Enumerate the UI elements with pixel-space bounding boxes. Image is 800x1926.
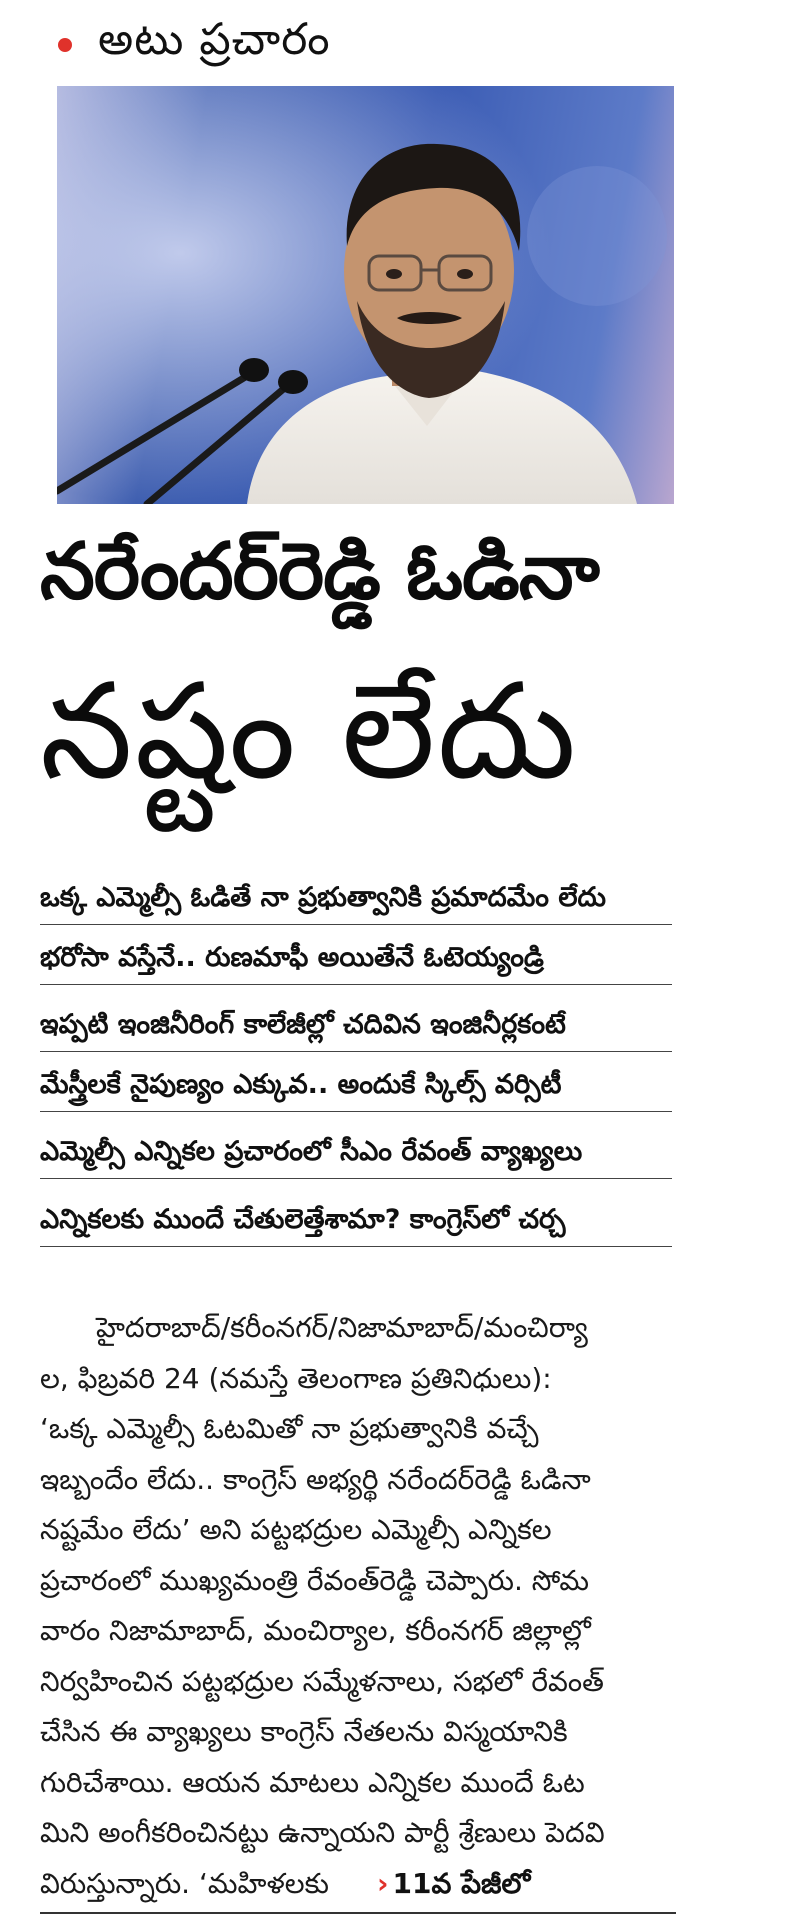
body-line: ల, ఫిబ్రవరి 24 (నమస్తే తెలంగాణ ప్రతినిధులు): — [40, 1361, 552, 1395]
subhead-5: ఎమ్మెల్సీ ఎన్నికల ప్రచారంలో సీఎం రేవంత్ వ్యాఖ్యలు — [40, 1130, 672, 1179]
subhead-2: భరోసా వస్తేనే.. రుణమాఫీ అయితేనే ఓటెయ్యండ్రి — [40, 936, 672, 985]
speaker-photo-illustration — [57, 86, 674, 504]
subhead-6: ఎన్నికలకు ముందే చేతులెత్తేశామా? కాంగ్రెస్‌లో చర్చ — [40, 1198, 672, 1247]
body-line: ‘ఒక్క ఎమ్మెల్సీ ఓటమితో నా ప్రభుత్వానికి వచ్చే — [40, 1412, 539, 1445]
body-line: మిని అంగీకరించినట్టు ఉన్నాయని పార్టీ శ్రేణులు పెదవి — [40, 1816, 605, 1849]
body-line: నష్టమేం లేదు’ అని పట్టభద్రుల ఎమ్మెల్సీ ఎన్నికల — [40, 1513, 552, 1546]
subhead-4: మేస్త్రీలకే నైపుణ్యం ఎక్కువ.. అందుకే స్కిల్స్ వర్సిటీ — [40, 1063, 672, 1112]
headline-line-1: నరేందర్‌రెడ్డి ఓడినా — [40, 527, 599, 617]
body-line: హైదరాబాద్/కరీంనగర్/నిజామాబాద్/మంచిర్యా — [96, 1311, 588, 1344]
bottom-divider — [40, 1912, 676, 1914]
body-line: ప్రచారంలో ముఖ్యమంత్రి రేవంత్‌రెడ్డి చెప్పారు. సోమ — [40, 1563, 590, 1597]
news-photo — [57, 86, 674, 504]
subhead-1: ఒక్క ఎమ్మెల్సీ ఓడితే నా ప్రభుత్వానికి ప్రమాదమేం లేదు — [40, 876, 672, 925]
section-tag — [58, 14, 331, 76]
subhead-3: ఇప్పటి ఇంజినీరింగ్ కాలేజీల్లో చదివిన ఇంజినీర్లకంటే — [40, 1003, 672, 1052]
body-line-text: విరుస్తున్నారు. ‘మహిళలకు — [40, 1866, 329, 1900]
continued-on-page-link[interactable] — [377, 1867, 530, 1900]
continue-arrow-icon: › — [376, 1866, 389, 1900]
body-line: చేసిన ఈ వ్యాఖ్యలు కాంగ్రెస్ నేతలను విస్మయానికి — [40, 1715, 568, 1748]
section-label: అటు ప్రచారం — [98, 14, 331, 65]
headline-line-2: నష్టం లేదు — [40, 655, 579, 809]
body-line: నిర్వహించిన పట్టభద్రుల సమ్మేళనాలు, సభలో రేవంత్ — [40, 1664, 604, 1698]
section-bullet-icon — [58, 38, 72, 52]
body-line: ఇబ్బందేం లేదు.. కాంగ్రెస్ అభ్యర్థి నరేందర్‌రెడ్డి ఓడినా — [40, 1462, 591, 1496]
body-line: వారం నిజామాబాద్, మంచిర్యాల, కరీంనగర్ జిల్లాల్లో — [40, 1614, 591, 1647]
article-body — [40, 1303, 680, 1909]
body-line: గురిచేశాయి. ఆయన మాటలు ఎన్నికల ముందే ఓట — [40, 1765, 585, 1799]
body-line-last — [40, 1859, 680, 1910]
continued-on-page-label: 11వ పేజీలో — [392, 1866, 531, 1900]
